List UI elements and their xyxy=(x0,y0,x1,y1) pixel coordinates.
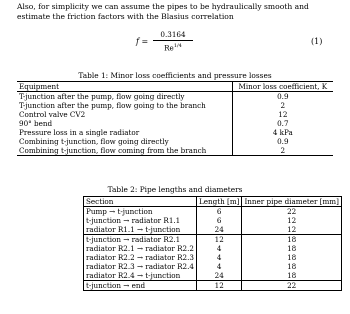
diameter-cell: 12 xyxy=(242,225,341,235)
table2-row xyxy=(84,225,342,235)
coefficient-cell: 2 xyxy=(232,101,333,110)
diameter-cell: 12 xyxy=(242,216,341,225)
equipment-cell: Pressure loss in a single radiator xyxy=(19,128,140,137)
equation-denominator-exponent: 1/4 xyxy=(173,43,182,49)
section-cell: radiator R1.1 → t-junction xyxy=(86,225,181,234)
table1-row xyxy=(17,128,333,137)
length-cell: 4 xyxy=(196,253,241,262)
coefficient-cell: 0.9 xyxy=(232,137,333,146)
diameter-cell: 22 xyxy=(242,281,341,291)
section-cell: Pump → t-junction xyxy=(86,207,153,216)
diameter-cell: Inner pipe diameter [mm] xyxy=(242,197,341,207)
coefficient-cell: 0.9 xyxy=(232,92,333,102)
equation-denominator-base: Re xyxy=(164,43,174,53)
equipment-cell: Control valve CV2 xyxy=(19,110,86,119)
equipment-cell: T-junction after the pump, flow going to the branch xyxy=(19,101,206,110)
blasius-equation xyxy=(0,30,350,54)
table2-row xyxy=(84,262,342,271)
table2-caption: Table 2: Pipe lengths and diameters xyxy=(107,185,243,194)
length-cell: 4 xyxy=(196,244,241,253)
section-cell: Section xyxy=(84,197,197,207)
section-cell: t-junction → end xyxy=(84,281,197,291)
table1-row xyxy=(17,146,333,156)
table1-header-row xyxy=(17,82,333,92)
equipment-cell: T-junction after the pump, flow going directly xyxy=(19,92,185,101)
section-cell: radiator R2.2 → radiator R2.3 xyxy=(86,253,194,262)
equipment-cell: Combining t-junction, flow going directly xyxy=(19,137,169,146)
length-cell: 4 xyxy=(196,262,241,271)
section-cell: radiator R2.1 → radiator R2.2 xyxy=(86,244,194,253)
equation-numerator: 0.3164 xyxy=(153,30,193,41)
length-cell: 12 xyxy=(196,235,241,245)
table1-row xyxy=(17,101,333,110)
equation-number: (1) xyxy=(311,37,323,46)
equation-fraction xyxy=(153,30,193,52)
diameter-cell: 18 xyxy=(242,244,341,253)
coefficient-cell: 2 xyxy=(232,146,333,156)
table2-row xyxy=(84,281,342,291)
equipment-cell: 90° bend xyxy=(19,119,53,128)
intro-paragraph: Also, for simplicity we can assume the pipes to be hydraulically smooth and estimate the friction factors with the Blasius correlation xyxy=(17,2,309,21)
equipment-cell: Equipment xyxy=(17,82,232,92)
table2-row xyxy=(84,216,342,225)
coefficient-cell: 0.7 xyxy=(232,119,333,128)
diameter-cell: 18 xyxy=(242,235,341,245)
table1-row xyxy=(17,110,333,119)
diameter-cell: 18 xyxy=(242,253,341,262)
pipe-lengths-table xyxy=(83,196,342,291)
length-cell: 24 xyxy=(196,225,241,235)
length-cell: 12 xyxy=(196,281,241,291)
table1-row xyxy=(17,92,333,102)
table1-caption: Table 1: Minor loss coefficients and pressure losses xyxy=(78,71,272,80)
table1-row xyxy=(17,119,333,128)
coefficient-cell: 4 kPa xyxy=(232,128,333,137)
table2-row xyxy=(84,244,342,253)
section-cell: t-junction → radiator R2.1 xyxy=(84,235,197,245)
coefficient-cell: 12 xyxy=(232,110,333,119)
table2-row xyxy=(84,253,342,262)
section-cell: t-junction → radiator R1.1 xyxy=(86,216,181,225)
diameter-cell: 18 xyxy=(242,271,341,281)
length-cell: 6 xyxy=(196,216,241,225)
coefficient-cell: Minor loss coefficient, K xyxy=(232,82,333,92)
diameter-cell: 18 xyxy=(242,262,341,271)
equation-denominator xyxy=(153,41,193,52)
diameter-cell: 22 xyxy=(242,207,341,217)
minor-loss-table xyxy=(17,81,333,156)
length-cell: Length [m] xyxy=(196,197,241,207)
section-cell: radiator R2.3 → radiator R2.4 xyxy=(86,262,194,271)
table2-row xyxy=(84,207,342,217)
equation-lhs: f = xyxy=(136,37,149,46)
table2-row xyxy=(84,271,342,281)
section-cell: radiator R2.4 → t-junction xyxy=(86,271,181,280)
equipment-cell: Combining t-junction, flow coming from the branch xyxy=(19,146,207,155)
table1-row xyxy=(17,137,333,146)
table2-header-row xyxy=(84,197,342,207)
table2-row xyxy=(84,235,342,245)
length-cell: 6 xyxy=(196,207,241,217)
length-cell: 24 xyxy=(196,271,241,281)
